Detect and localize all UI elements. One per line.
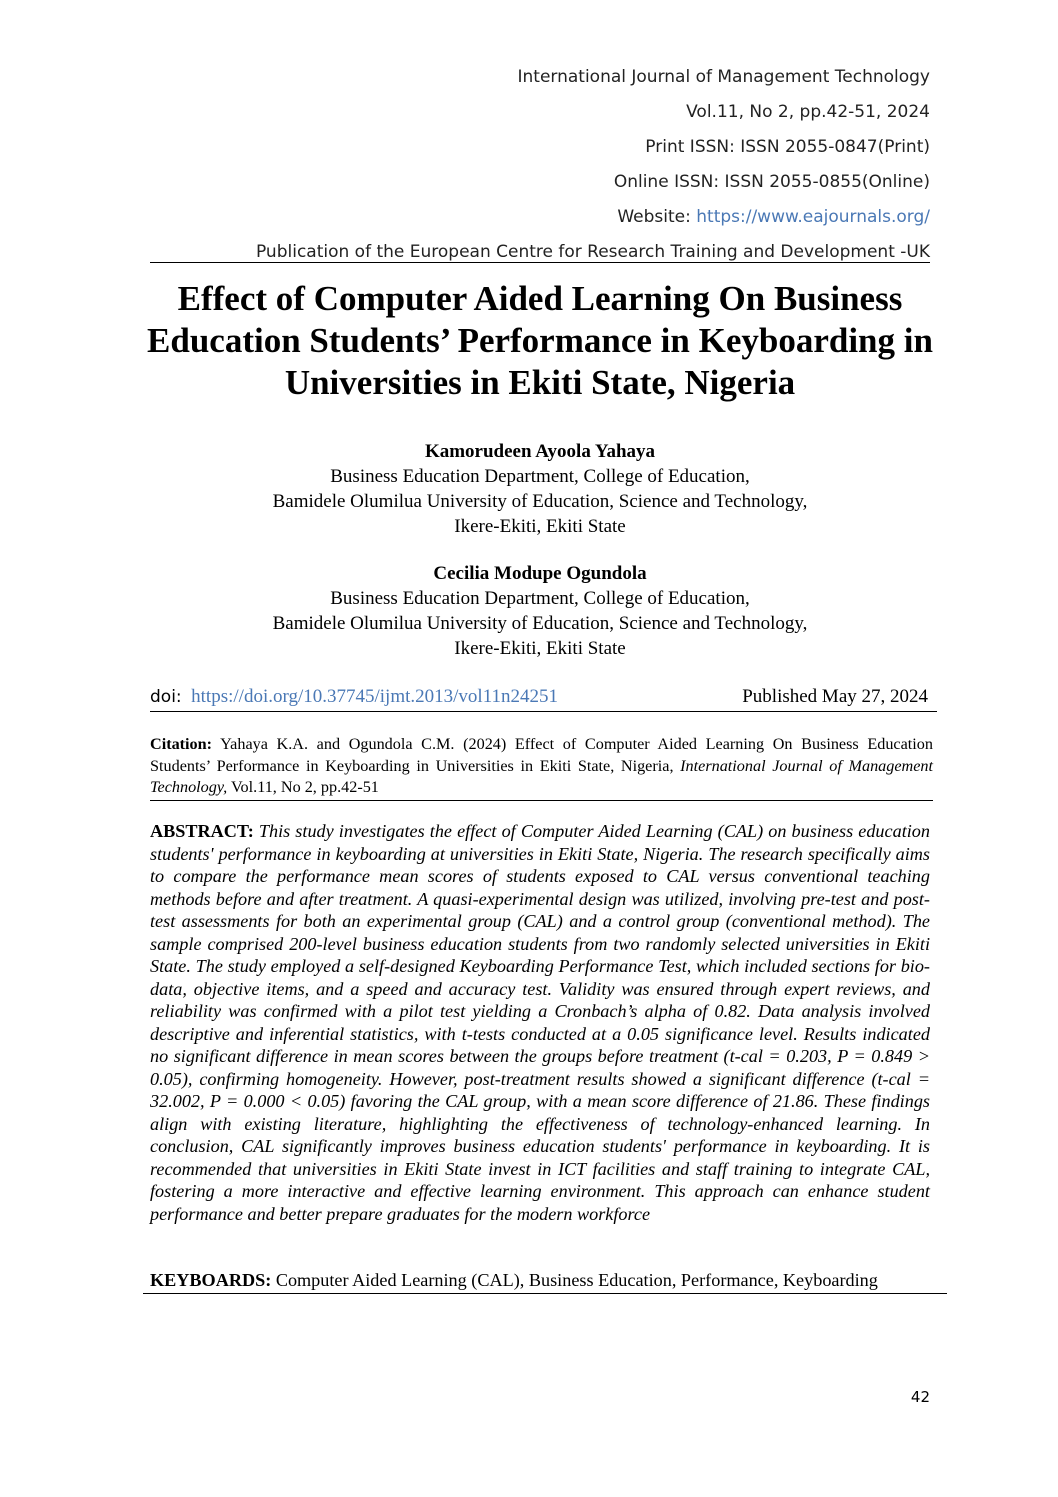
author-block-2 [150,561,930,661]
author-affiliation: Bamidele Olumilua University of Education, Science and Technology, [272,491,808,512]
doi-label: doi: [150,687,182,707]
journal-header [150,60,930,270]
author-name: Cecilia Modupe Ogundola [433,563,647,584]
author-affiliation: Business Education Department, College of Education, [330,466,750,487]
abstract-label: ABSTRACT: [150,821,254,841]
keywords-label: KEYBOARDS: [150,1270,272,1290]
author-affiliation: Ikere-Ekiti, Ekiti State [454,638,626,659]
online-issn: Online ISSN: ISSN 2055-0855(Online) [613,172,930,192]
author-block-1 [150,439,930,539]
print-issn: Print ISSN: ISSN 2055-0847(Print) [645,137,930,157]
author-name: Kamorudeen Ayoola Yahaya [424,441,656,462]
citation [150,734,933,801]
doi-link[interactable]: https://doi.org/10.37745/ijmt.2013/vol11n24251 [191,686,558,707]
publisher-line: Publication of the European Centre for Research Training and Development -UK [255,242,930,262]
website-link[interactable]: https://www.eajournals.org/ [696,207,930,227]
author-affiliation: Ikere-Ekiti, Ekiti State [454,516,626,537]
author-affiliation: Bamidele Olumilua University of Education, Science and Technology, [272,613,808,634]
header-divider [150,262,930,263]
author-affiliation: Business Education Department, College of Education, [330,588,750,609]
citation-label: Citation: [150,735,213,753]
website-label: Website: [617,207,697,227]
citation-tail: Vol.11, No 2, pp.42-51 [227,778,379,796]
website-line [150,200,930,235]
published-date: Published May 27, 2024 [742,686,928,707]
page-number: 42 [910,1388,930,1406]
abstract-text: This study investigates the effect of Computer Aided Learning (CAL) on business education students' performance in keyboarding at universities in Ekiti State, Nigeria. The research specifically aims to compare the performance mean scores of students exposed to CAL versus conventional teaching methods before and after treatment. A quasi-experimental design was utilized, involving pre-test and post-test assessments for both an experimental group (CAL) and a control group (conventional method). The sample comprised 200-level business education students from two randomly selected universities in Ekiti State. The study employed a self-designed Keyboarding Performance Test, which included sections for bio-data, objective items, and a speed and accuracy test. Validity was ensured through expert reviews, and reliability was confirmed with a pilot test yielding a Cronbach’s alpha of 0.82. Data analysis involved descriptive and inferential statistics, with t-tests conducted at a 0.05 significance level. Results indicated no significant difference in mean scores between the groups before treatment (t-cal = 0.203, P = 0.849 > 0.05), confirming homogeneity. However, post-treatment results showed a significant difference (t-cal = 32.002, P = 0.000 < 0.05) favoring the CAL group, with a mean score difference of 21.86. These findings align with existing literature, highlighting the effectiveness of technology-enhanced learning. In conclusion, CAL significantly improves business education students' performance in keyboarding. It is recommended that universities in Ekiti State invest in ICT facilities and staff training to integrate CAL, fostering a more interactive and effective learning environment. This approach can enhance student performance and better prepare graduates for the modern workforce [150,821,930,1224]
keywords-text: Computer Aided Learning (CAL), Business Education, Performance, Keyboarding [271,1270,878,1290]
journal-volume: Vol.11, No 2, pp.42-51, 2024 [686,102,930,122]
citation-journal: International Journal of Management Technology, [150,756,933,796]
doi-row [150,685,937,712]
journal-name: International Journal of Management Technology [517,67,930,87]
citation-text: Yahaya K.A. and Ogundola C.M. (2024) Effect of Computer Aided Learning On Business Education Students’ Performance in Keyboarding in Universities in Ekiti State, Nigeria, [150,735,933,775]
keywords-divider [143,1293,947,1294]
abstract [150,820,930,1225]
keywords [150,1269,932,1292]
paper-title: Effect of Computer Aided Learning On Business Education Students’ Performance in Keyboarding in Universities in Ekiti State, Nigeria [147,279,933,402]
